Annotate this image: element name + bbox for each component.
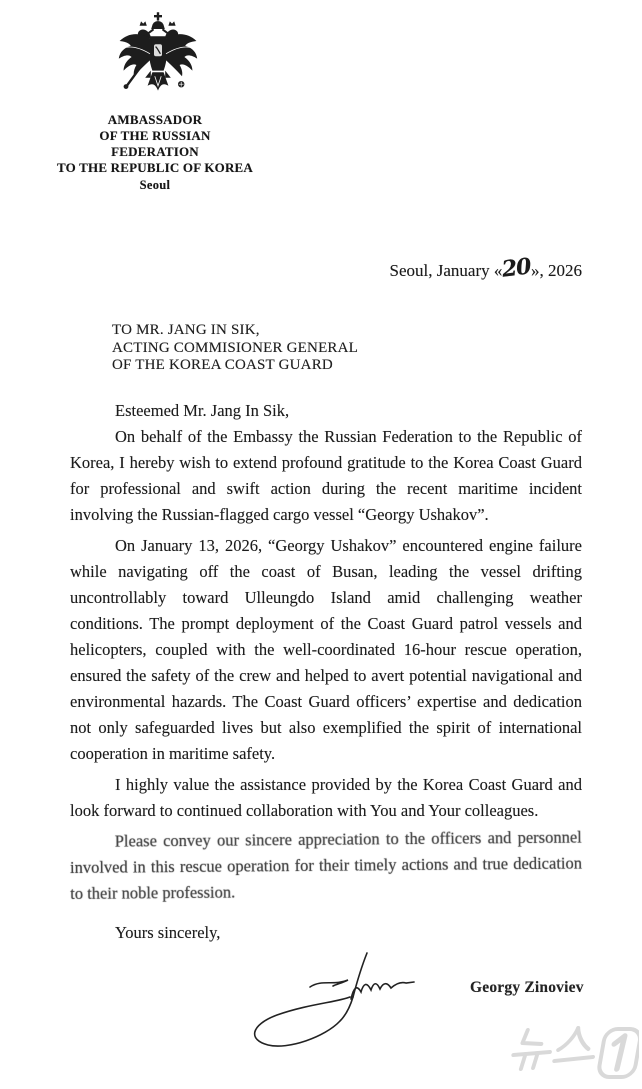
recipient-org: OF THE KOREA COAST GUARD	[112, 357, 333, 373]
handwritten-day: 20	[500, 253, 533, 283]
news1-watermark-icon	[503, 1023, 639, 1085]
recipient-title: ACTING COMMISIONER GENERAL	[112, 339, 359, 356]
signature-scrawl-icon	[230, 945, 430, 1055]
signer-name: Georgy Zinoviev	[470, 979, 584, 996]
russia-coat-of-arms-icon	[118, 12, 198, 102]
dateline	[389, 253, 582, 283]
recipient-name: TO MR. JANG IN SIK,	[112, 322, 260, 338]
letterhead	[54, 112, 256, 193]
letterhead-city: Seoul	[139, 178, 171, 192]
letterhead-org-line1: OF THE RUSSIAN FEDERATION	[99, 128, 211, 159]
dateline-suffix: », 2026	[531, 261, 582, 280]
paragraph-3: I highly value the assistance provided by the Korea Coast Guard and look forward to continued collaboration with You and Your colleagues.	[70, 775, 582, 820]
letterhead-title: AMBASSADOR	[107, 112, 203, 127]
paragraph-4: Please convey our sincere appreciation to the officers and personnel involved in this rescue operation for their timely actions and true dedication to their noble profession.	[69, 827, 583, 903]
paragraph-1: On behalf of the Embassy the Russian Federation to the Republic of Korea, I hereby wish to extend profound gratitude to the Korea Coast Guard for professional and swift action during the recent maritime incident involving the Russian-flagged cargo vessel “Georgy Ushakov”.	[70, 427, 582, 524]
recipient-block	[112, 322, 358, 375]
closing-line: Yours sincerely,	[115, 923, 221, 942]
salutation: Esteemed Mr. Jang In Sik,	[115, 401, 290, 420]
paragraph-2: On January 13, 2026, “Georgy Ushakov” encountered engine failure while navigating off the coast of Busan, leading the vessel drifting uncontrollably toward Ulleungdo Island amid challenging weather conditions. The prompt deployment of the Coast Guard patrol vessels and helicopters, coupled with the well-coordinated 16-hour rescue operation, ensured the safety of the crew and helped to avert potential navigational and environmental hazards. The Coast Guard officers’ expertise and dedication not only safeguarded lives but also exemplified the spirit of international cooperation in maritime safety.	[70, 536, 582, 763]
letterhead-org-line2: TO THE REPUBLIC OF KOREA	[57, 160, 253, 175]
letter-body	[70, 398, 582, 951]
dateline-prefix: Seoul, January «	[389, 261, 503, 280]
